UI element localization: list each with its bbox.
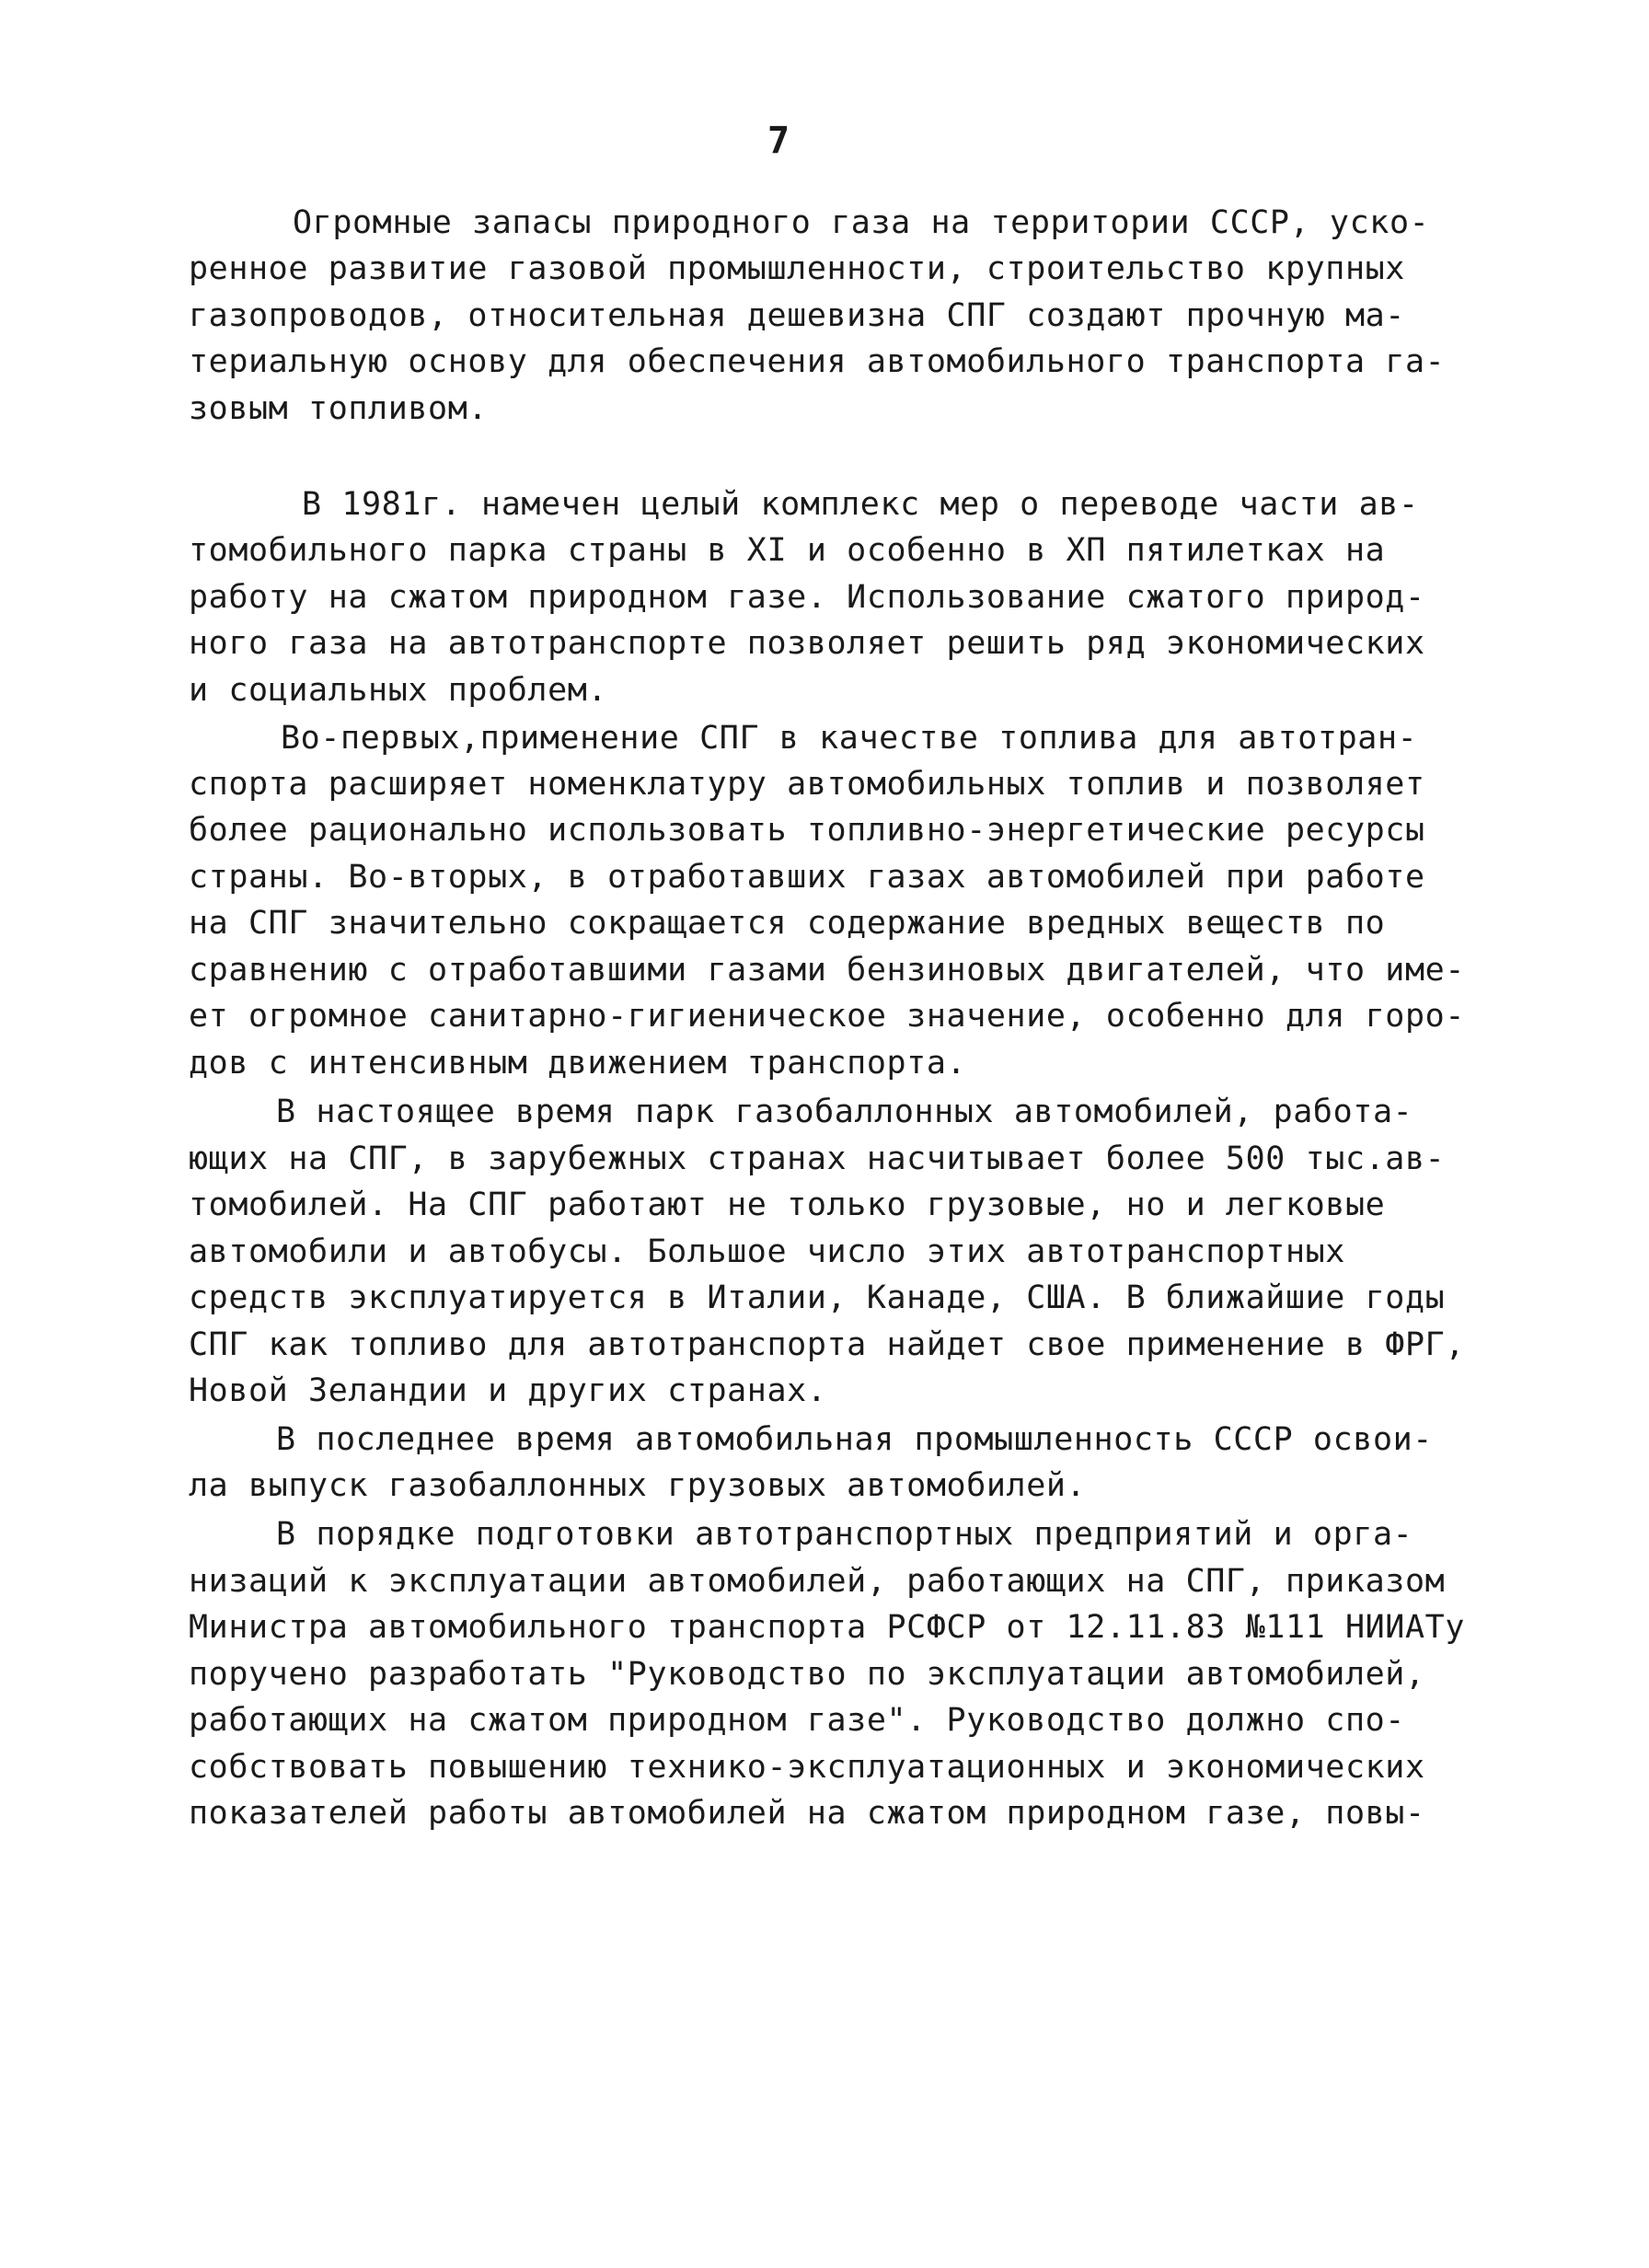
text-line: томобилей. На СПГ работают не только грузовые, но и легковые: [189, 1186, 1386, 1223]
text-line: ет огромное санитарно-гигиеническое значение, особенно для горо-: [189, 998, 1465, 1035]
text-line: ренное развитие газовой промышленности, строительство крупных: [189, 250, 1405, 287]
text-line: зовым топливом.: [189, 390, 489, 427]
text-line: автомобили и автобусы. Большое число этих автотранспортных: [189, 1233, 1345, 1270]
text-line: и социальных проблем.: [189, 672, 608, 709]
text-line: поручено разработать "Руководство по эксплуатации автомобилей,: [189, 1656, 1425, 1693]
text-line: СПГ как топливо для автотранспорта найдет свое применение в ФРГ,: [189, 1326, 1465, 1363]
text-line: работающих на сжатом природном газе". Руководство должно спо-: [189, 1702, 1405, 1739]
text-line: Огромные запасы природного газа на территории СССР, уско-: [293, 204, 1430, 241]
text-line: В последнее время автомобильная промышленность СССР освои-: [276, 1421, 1433, 1458]
text-line: показателей работы автомобилей на сжатом природном газе, повы-: [189, 1795, 1425, 1832]
text-line: средств эксплуатируется в Италии, Канаде, США. В ближайшие годы: [189, 1279, 1446, 1316]
text-line: Во-первых,применение СПГ в качестве топлива для автотран-: [281, 720, 1418, 757]
text-line: спорта расширяет номенклатуру автомобильных топлив и позволяет: [189, 766, 1425, 803]
text-line: страны. Во-вторых, в отработавших газах автомобилей при работе: [189, 859, 1425, 896]
text-line: на СПГ значительно сокращается содержание вредных веществ по: [189, 905, 1386, 942]
text-line: сравнению с отработавшими газами бензиновых двигателей, что име-: [189, 952, 1465, 989]
text-line: В настоящее время парк газобаллонных автомобилей, работа-: [276, 1094, 1413, 1130]
text-line: более рационально использовать топливно-энергетические ресурсы: [189, 812, 1425, 849]
text-line: ющих на СПГ, в зарубежных странах насчитывает более 500 тыс.ав-: [189, 1140, 1446, 1177]
text-line: В 1981г. намечен целый комплекс мер о переводе части ав-: [302, 486, 1419, 523]
page-number: 7: [767, 120, 790, 162]
text-line: ла выпуск газобаллонных грузовых автомобилей.: [189, 1467, 1087, 1504]
text-line: томобильного парка страны в XI и особенно в XП пятилетках на: [189, 532, 1386, 569]
text-line: ного газа на автотранспорте позволяет решить ряд экономических: [189, 625, 1425, 662]
text-line: дов с интенсивным движением транспорта.: [189, 1045, 967, 1082]
text-line: низаций к эксплуатации автомобилей, работающих на СПГ, приказом: [189, 1563, 1446, 1600]
text-line: собствовать повышению технико-эксплуатационных и экономических: [189, 1749, 1425, 1786]
text-line: работу на сжатом природном газе. Использование сжатого природ-: [189, 579, 1425, 616]
text-line: Новой Зеландии и других странах.: [189, 1372, 827, 1409]
text-line: газопроводов, относительная дешевизна СПГ создают прочную ма-: [189, 297, 1405, 334]
text-line: териальную основу для обеспечения автомобильного транспорта га-: [189, 343, 1446, 380]
text-line: В порядке подготовки автотранспортных предприятий и орга-: [276, 1516, 1413, 1553]
text-line: Министра автомобильного транспорта РСФСР от 12.11.83 №111 НИИАТу: [189, 1609, 1465, 1646]
